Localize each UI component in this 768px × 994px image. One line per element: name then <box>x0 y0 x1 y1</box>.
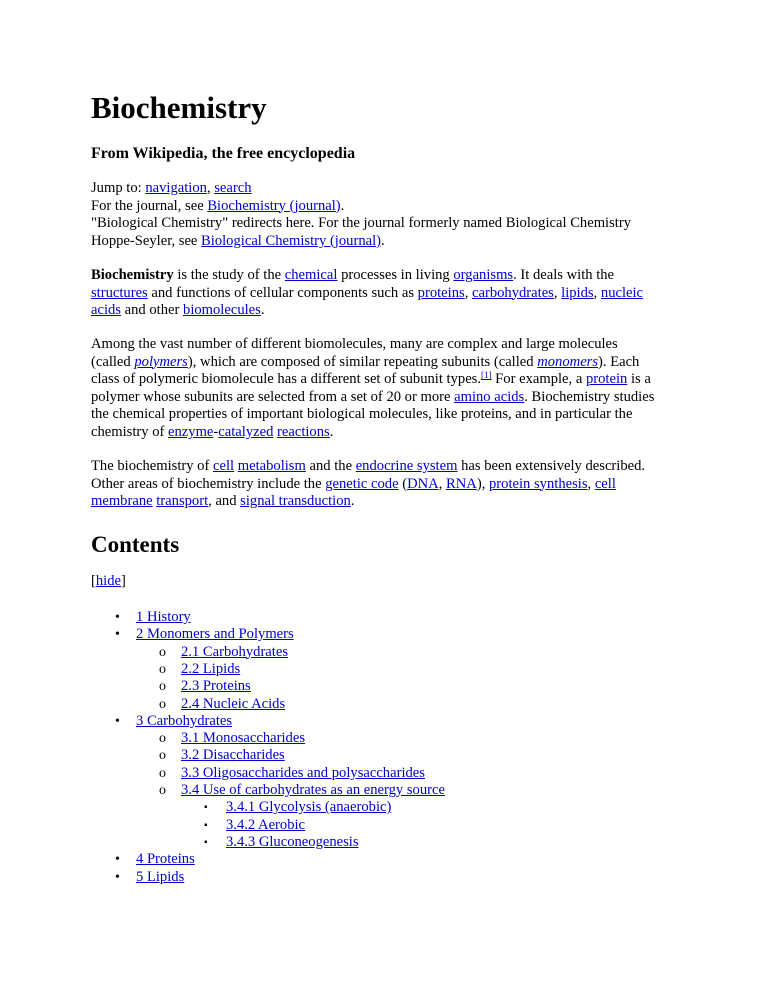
toc-item-link[interactable]: 3.4.3 Gluconeogenesis <box>226 833 359 850</box>
toc-item-link[interactable]: 2.3 Proteins <box>181 678 251 695</box>
link-nucleic-acids[interactable]: nucleic <box>600 284 644 301</box>
jump-navigation-link[interactable]: navigation <box>145 180 207 196</box>
link-rna[interactable]: RNA <box>446 475 477 492</box>
toc-item-link[interactable]: 3.4.1 Glycolysis (anaerobic) <box>226 799 392 816</box>
hatnote-redirect: "Biological Chemistry" redirects here. For the journal formerly named Biological Chemistry <box>91 215 631 232</box>
link-cell-membrane[interactable]: cell <box>594 475 616 492</box>
toc-hide-toggle: [hide] <box>91 573 126 589</box>
toc-bullet-icon: • <box>115 627 120 643</box>
link-endocrine-system[interactable]: endocrine system <box>355 458 458 474</box>
biochemistry-journal-link[interactable]: Biochemistry (journal) <box>207 197 341 214</box>
hatnote-journal: For the journal, see Biochemistry (journal). <box>91 197 345 214</box>
toc-item-link[interactable]: 3.2 Disaccharides <box>181 747 285 764</box>
toc-item-link[interactable]: 2 Monomers and Polymers <box>136 626 294 643</box>
toc-item-link[interactable]: 2.1 Carbohydrates <box>181 643 288 660</box>
toc-bullet-icon: • <box>115 852 120 868</box>
toc-bullet-icon: o <box>159 696 166 712</box>
hide-toc-link[interactable]: hide <box>95 573 122 589</box>
link-cell[interactable]: cell <box>213 458 235 474</box>
jump-search-link[interactable]: search <box>214 180 252 196</box>
toc-item-link[interactable]: 3 Carbohydrates <box>136 712 233 729</box>
hatnotes <box>91 180 691 250</box>
link-proteins[interactable]: proteins <box>417 284 465 301</box>
toc-bullet-icon: o <box>159 765 166 781</box>
toc-bullet-icon: • <box>115 610 120 625</box>
link-cell-membrane-cont[interactable]: membrane <box>91 493 153 510</box>
toc-bullet-icon: o <box>159 644 166 660</box>
toc-bullet-icon: o <box>159 783 166 798</box>
biological-chemistry-journal-link[interactable]: Biological Chemistry (journal) <box>201 232 382 249</box>
toc-item-link[interactable]: 5 Lipids <box>136 868 185 885</box>
jump-to-line: Jump to: navigation, search <box>91 180 252 196</box>
toc-bullet-icon: o <box>159 748 166 764</box>
toc-bullet-icon: ▪ <box>204 802 208 814</box>
toc-item-link[interactable]: 3.4.2 Aerobic <box>226 816 306 833</box>
link-catalyzed[interactable]: catalyzed <box>218 423 274 440</box>
link-protein[interactable]: protein <box>585 371 628 388</box>
link-polymers[interactable]: polymers <box>134 353 188 370</box>
page-title: Biochemistry <box>91 90 267 125</box>
link-biomolecules[interactable]: biomolecules <box>183 302 261 319</box>
toc-bullet-icon: o <box>159 661 166 677</box>
link-monomers[interactable]: monomers <box>537 353 599 370</box>
link-genetic-code[interactable]: genetic code <box>325 475 399 492</box>
toc-bullet-icon: ▪ <box>204 836 208 848</box>
toc-item-link[interactable]: 2.2 Lipids <box>181 660 241 677</box>
toc-bullet-icon: o <box>159 679 166 695</box>
contents-heading: Contents <box>91 532 180 557</box>
intro-paragraph-3: The biochemistry of cell metabolism and the endocrine system has been extensively described. Other areas of biochemistry include the genetic code (DNA, RNA), protein synthesis, cell membrane transport, and signal transduction. <box>91 458 646 510</box>
link-organisms[interactable]: organisms <box>453 267 514 283</box>
page-subtitle: From Wikipedia, the free encyclopedia <box>91 145 356 162</box>
link-chemical[interactable]: chemical <box>284 267 338 283</box>
link-signal-transduction[interactable]: signal transduction <box>240 493 351 510</box>
hatnote-redirect-cont: Hoppe-Seyler, see Biological Chemistry (journal). <box>91 232 385 249</box>
toc-bullet-icon: • <box>115 713 120 729</box>
toc-item-link[interactable]: 1 History <box>136 609 191 625</box>
toc-item-link[interactable]: 3.4 Use of carbohydrates as an energy source <box>181 782 445 798</box>
toc-item-link[interactable]: 4 Proteins <box>136 851 195 868</box>
toc-item-link[interactable]: 2.4 Nucleic Acids <box>181 695 286 712</box>
toc-bullet-icon: • <box>115 869 120 885</box>
link-enzyme[interactable]: enzyme <box>168 423 214 440</box>
link-dna[interactable]: DNA <box>407 475 439 492</box>
intro-paragraph-1: Biochemistry is the study of the chemical processes in living organisms. It deals with the structures and functions of cellular components such as proteins, carbohydrates, lipids, nucleic acids and other biomolecules. <box>91 267 644 319</box>
link-structures[interactable]: structures <box>91 284 148 301</box>
link-lipids[interactable]: lipids <box>561 284 594 301</box>
intro-paragraph-2: Among the vast number of different biomolecules, many are complex and large molecules (called polymers), which are composed of similar repeating subunits (called monomers). Each class of polymeric biomolecule has a different set of subunit types.[1] For example, a protein is a polymer whose subunits are selected from a set of 20 or more amino acids. Biochemistry studies the chemical properties of important biological molecules, like proteins, and in particular the chemistry of enzyme-catalyzed reactions. <box>91 336 655 440</box>
toc-bullet-icon: ▪ <box>204 819 208 831</box>
reference-1-link[interactable]: [1] <box>481 370 492 381</box>
toc-item-link[interactable]: 3.3 Oligosaccharides and polysaccharides <box>181 764 425 781</box>
link-amino-acids[interactable]: amino acids <box>454 388 525 405</box>
link-metabolism[interactable]: metabolism <box>237 458 306 474</box>
link-carbohydrates[interactable]: carbohydrates <box>472 284 554 301</box>
link-transport[interactable]: transport <box>156 493 209 510</box>
toc-item-link[interactable]: 3.1 Monosaccharides <box>181 730 306 747</box>
toc-bullet-icon: o <box>159 731 166 747</box>
link-nucleic-acids-cont[interactable]: acids <box>91 302 121 319</box>
link-protein-synthesis[interactable]: protein synthesis <box>489 475 588 492</box>
link-reactions[interactable]: reactions <box>277 423 330 440</box>
